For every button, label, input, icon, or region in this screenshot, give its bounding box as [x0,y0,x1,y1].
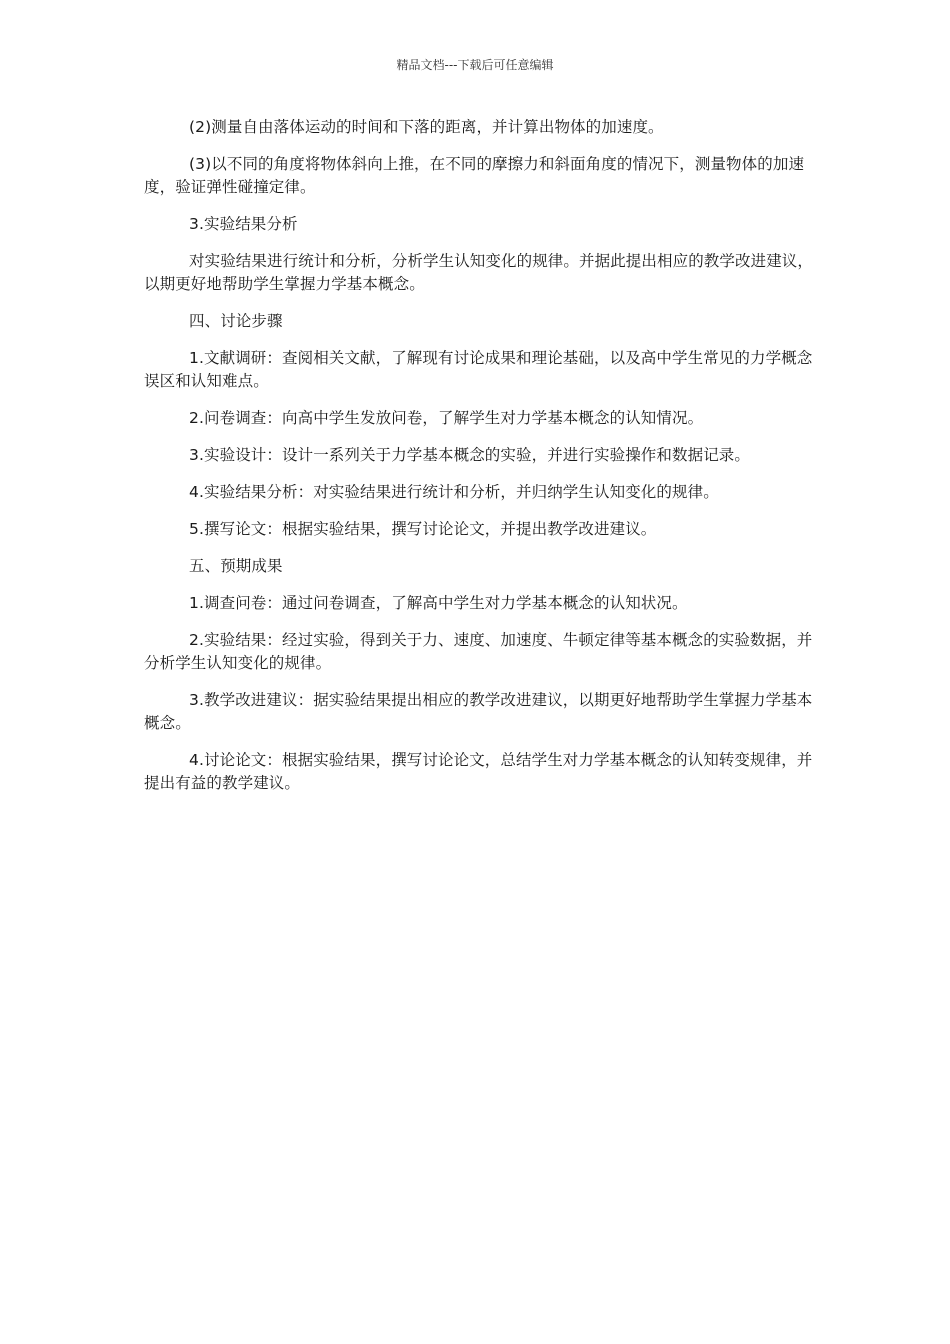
step-questionnaire: 2.问卷调查：向高中学生发放问卷，了解学生对力学基本概念的认知情况。 [189,409,704,427]
outcome-experiment-results: 2.实验结果：经过实验，得到关于力、速度、加速度、牛顿定律等基本概念的实验数据，并分析学生认知变化的规律。 [144,631,813,672]
step-result-analysis: 4.实验结果分析：对实验结果进行统计和分析，并归纳学生认知变化的规律。 [189,483,719,501]
page-header: 精品文档---下载后可任意编辑 [396,58,554,72]
step-experiment-design: 3.实验设计：设计一系列关于力学基本概念的实验，并进行实验操作和数据记录。 [189,446,750,464]
outcome-questionnaire: 1.调查问卷：通过问卷调查，了解高中学生对力学基本概念的认知状况。 [189,594,688,612]
section-heading-steps: 四、讨论步骤 [189,312,283,330]
outcome-teaching-suggestions: 3.教学改进建议：据实验结果提出相应的教学改进建议，以期更好地帮助学生掌握力学基本概念。 [144,691,813,732]
paragraph-incline-push: (3)以不同的角度将物体斜向上推，在不同的摩擦力和斜面角度的情况下，测量物体的加速度，验证弹性碰撞定律。 [144,155,805,196]
outcome-paper: 4.讨论论文：根据实验结果，撰写讨论论文，总结学生对力学基本概念的认知转变规律，并提出有益的教学建议。 [144,751,813,792]
document-body [144,116,816,809]
paragraph-result-analysis: 对实验结果进行统计和分析，分析学生认知变化的规律。并据此提出相应的教学改进建议，以期更好地帮助学生掌握力学基本概念。 [144,252,814,293]
heading-result-analysis: 3.实验结果分析 [189,215,298,233]
paragraph-free-fall-measurement: (2)测量自由落体运动的时间和下落的距离，并计算出物体的加速度。 [189,118,664,136]
step-literature-review: 1.文献调研：查阅相关文献，了解现有讨论成果和理论基础，以及高中学生常见的力学概念误区和认知难点。 [144,349,813,390]
section-heading-outcomes: 五、预期成果 [189,557,283,575]
step-write-paper: 5.撰写论文：根据实验结果，撰写讨论论文，并提出教学改进建议。 [189,520,657,538]
